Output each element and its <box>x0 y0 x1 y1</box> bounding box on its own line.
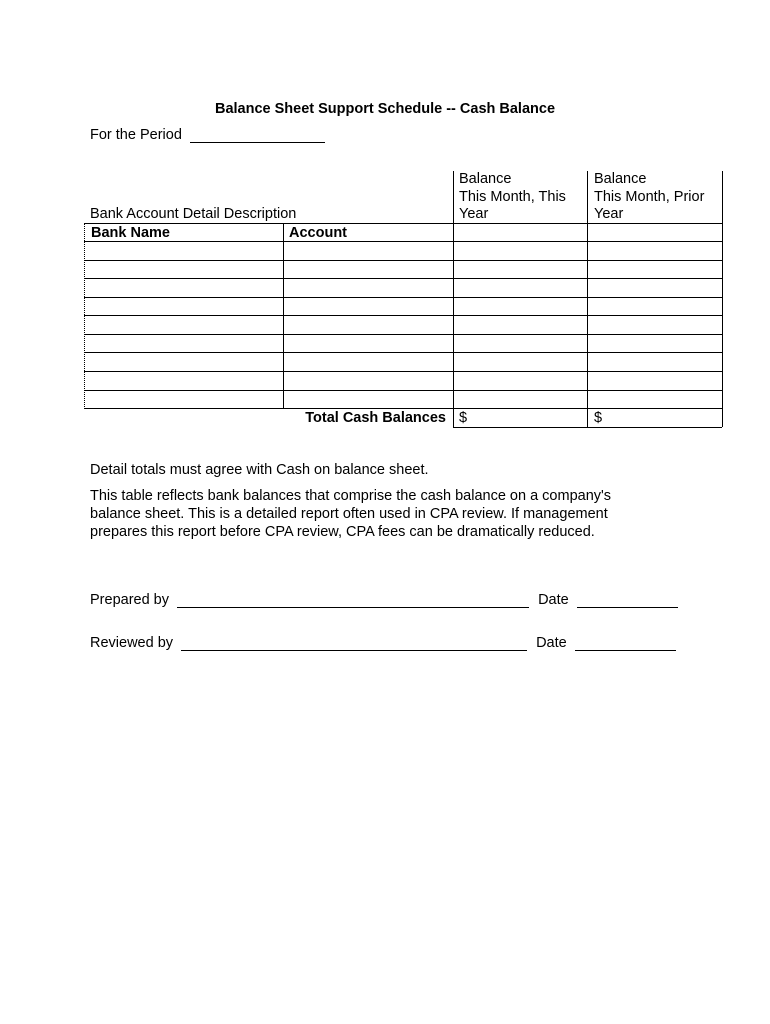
table-row[interactable] <box>85 298 722 315</box>
total-this-year[interactable]: $ <box>459 410 468 426</box>
table-row[interactable] <box>85 391 722 408</box>
period-label: For the Period <box>90 127 182 143</box>
reviewed-date-field[interactable] <box>575 636 676 651</box>
column-header-bank-name: Bank Name <box>91 225 170 241</box>
period-field[interactable] <box>190 128 325 143</box>
column-header-account: Account <box>289 225 347 241</box>
reviewed-by-field[interactable] <box>181 636 527 651</box>
column-header-this-year: Balance This Month, This Year <box>459 171 566 222</box>
prepared-by-field[interactable] <box>177 593 529 608</box>
reviewed-by-label: Reviewed by <box>90 635 174 651</box>
prepared-by-line <box>90 592 678 608</box>
table-row[interactable] <box>85 335 722 352</box>
table-description-header: Bank Account Detail Description <box>90 206 297 222</box>
total-prior-year[interactable]: $ <box>594 410 603 426</box>
prepared-by-label: Prepared by <box>90 592 169 608</box>
reviewed-date-label: Date <box>536 635 567 651</box>
table-row[interactable] <box>85 242 722 259</box>
page-title: Balance Sheet Support Schedule -- Cash Balance <box>214 101 556 117</box>
table-row[interactable] <box>85 316 722 333</box>
period-line <box>90 127 325 143</box>
reviewed-by-line <box>90 635 676 651</box>
table-row[interactable] <box>85 353 722 370</box>
table-right-border <box>722 171 723 427</box>
table-row[interactable] <box>85 279 722 296</box>
agreement-note: Detail totals must agree with Cash on balance sheet. <box>90 462 429 478</box>
table-body-bottom-border <box>84 408 722 409</box>
column-header-prior-year: Balance This Month, Prior Year <box>594 171 705 222</box>
table-row[interactable] <box>85 261 722 278</box>
description-paragraph: This table reflects bank balances that comprise the cash balance on a company's balance sheet. This is a detailed report often used in CPA review. If management prepares this report before CPA review, CPA fees can be dramatically reduced. <box>90 488 612 540</box>
table-row[interactable] <box>85 372 722 389</box>
table-header-top-border <box>84 223 722 224</box>
prepared-date-label: Date <box>538 592 569 608</box>
prepared-date-field[interactable] <box>577 593 678 608</box>
total-row-bottom-border <box>453 427 722 428</box>
total-label: Total Cash Balances <box>305 410 446 426</box>
